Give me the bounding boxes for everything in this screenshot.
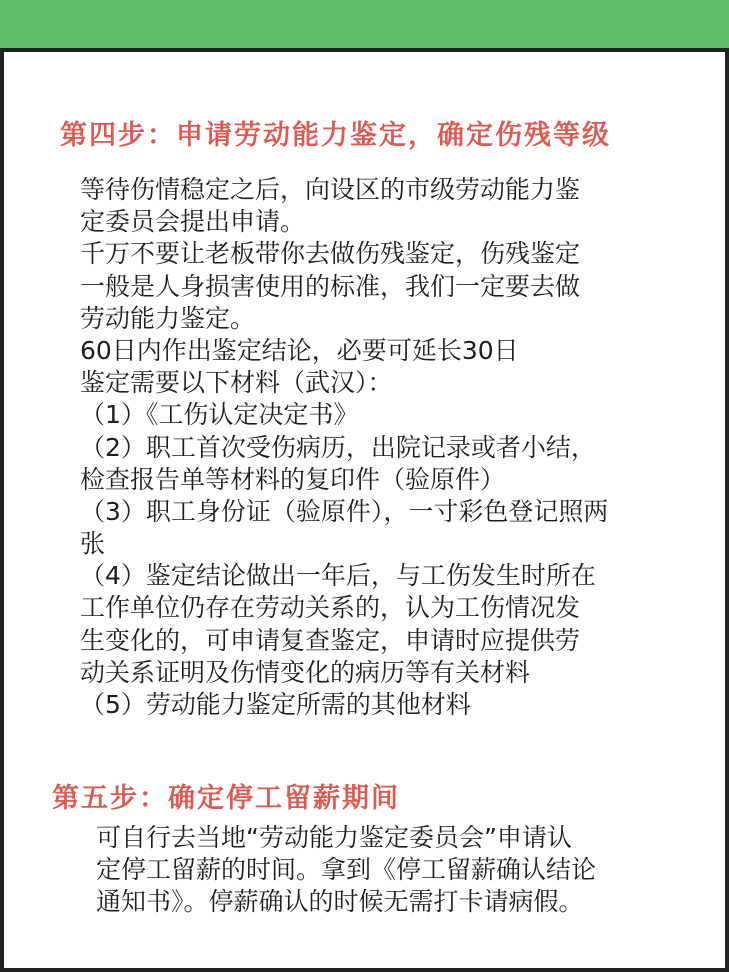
step4-line: 等待伤情稳定之后，向设区的市级劳动能力鉴 bbox=[80, 175, 581, 204]
step4-line: 劳动能力鉴定。 bbox=[80, 303, 256, 333]
top-header-band bbox=[0, 0, 729, 52]
step4-line: （5）劳动能力鉴定所需的其他材料 bbox=[80, 690, 471, 719]
step4-line: （2）职工首次受伤病历，出院记录或者小结， bbox=[80, 432, 596, 462]
step4-heading: 第四步：申请劳动能力鉴定，确定伤残等级 bbox=[60, 120, 611, 151]
frame-border-left bbox=[0, 52, 4, 972]
step5-line: 通知书》。停薪确认的时候无需打卡请病假。 bbox=[96, 887, 584, 917]
step4-line: （3）职工身份证（验原件），一寸彩色登记照两 bbox=[80, 496, 609, 526]
step4-line: 检查报告单等材料的复印件（验原件） bbox=[80, 464, 506, 494]
step4-line: 动关系证明及伤情变化的病历等有关材料 bbox=[80, 657, 531, 687]
step4-line: （4）鉴定结论做出一年后，与工伤发生时所在 bbox=[80, 561, 596, 591]
frame-border-right bbox=[725, 52, 729, 972]
step4-line: 工作单位仍存在劳动关系的，认为工伤情况发 bbox=[80, 593, 581, 623]
step5-line: 定停工留薪的时间。拿到《停工留薪确认结论 bbox=[96, 855, 597, 885]
step5-heading: 第五步：确定停工留薪期间 bbox=[52, 783, 400, 814]
step4-line: （1）《工伤认定决定书》 bbox=[80, 400, 359, 430]
step4-line: 鉴定需要以下材料（武汉）： bbox=[80, 368, 393, 398]
step4-body bbox=[80, 174, 608, 721]
step4-line: 一般是人身损害使用的标准，我们一定要去做 bbox=[80, 271, 581, 301]
step4-line: 千万不要让老板带你去做伤残鉴定，伤残鉴定 bbox=[80, 239, 581, 269]
step4-line: 生变化的，可申请复查鉴定，申请时应提供劳 bbox=[80, 625, 581, 655]
step4-line: 60日内作出鉴定结论，必要可延长30日 bbox=[80, 335, 519, 365]
step4-line: 定委员会提出申请。 bbox=[80, 207, 306, 237]
step5-body bbox=[96, 822, 596, 919]
step4-line: 张 bbox=[80, 529, 106, 559]
frame-border-bottom bbox=[0, 968, 729, 972]
step5-line: 可自行去当地“劳动能力鉴定委员会”申请认 bbox=[96, 823, 572, 852]
